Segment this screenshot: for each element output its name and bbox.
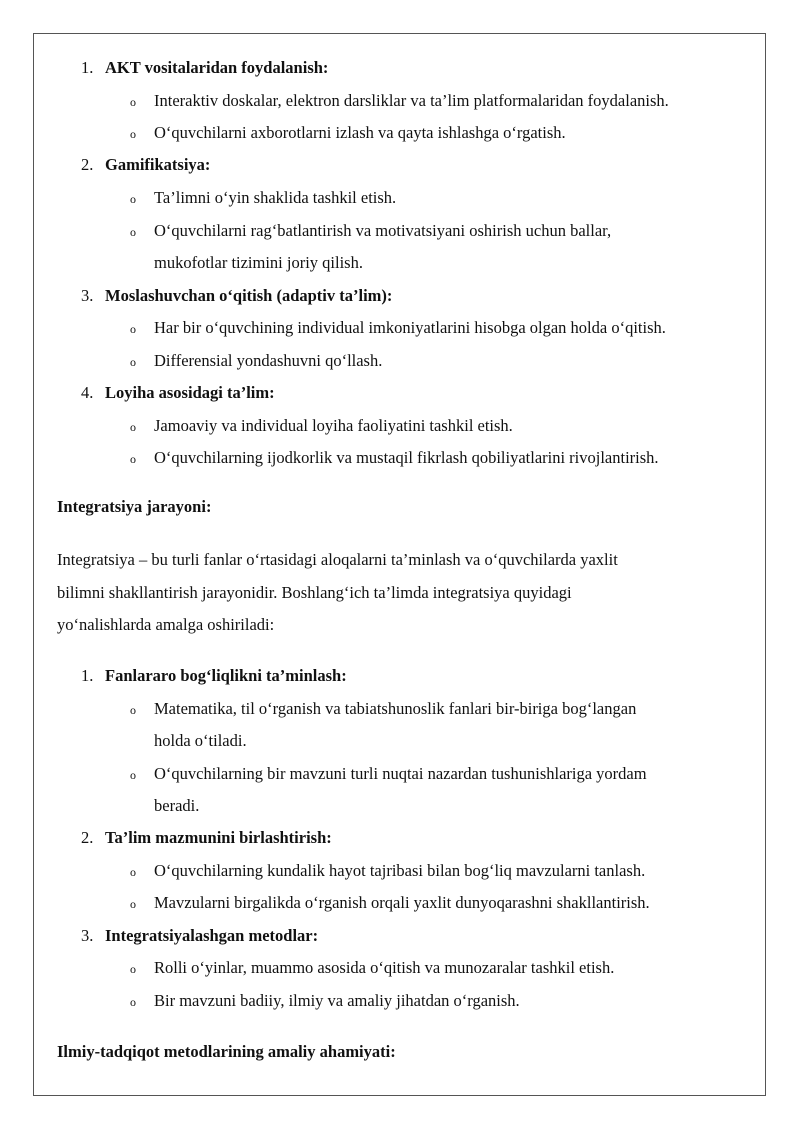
list-item-text: Matematika, til o‘rganish va tabiatshunoslik fanlari bir-biriga bog‘langan bbox=[154, 699, 637, 718]
bullet-marker: o bbox=[130, 897, 136, 911]
list-number: 4. bbox=[81, 383, 94, 402]
bullet-marker: o bbox=[130, 452, 136, 466]
paragraph-line: Integratsiya – bu turli fanlar o‘rtasidagi aloqalarni ta’minlash va o‘quvchilarda yaxlit bbox=[57, 550, 618, 569]
list-item-text: O‘quvchilarning bir mavzuni turli nuqtai nazardan tushunishlariga yordam bbox=[154, 764, 647, 783]
bullet-marker: o bbox=[130, 355, 136, 369]
bullet-marker: o bbox=[130, 127, 136, 141]
list-item-text: Differensial yondashuvni qo‘llash. bbox=[154, 351, 383, 370]
list-number: 3. bbox=[81, 286, 94, 305]
list-item-text: mukofotlar tizimini joriy qilish. bbox=[154, 253, 363, 272]
section-heading: Integratsiya jarayoni: bbox=[57, 497, 212, 516]
bullet-marker: o bbox=[130, 420, 136, 434]
bullet-marker: o bbox=[130, 322, 136, 336]
section-title: Fanlararo bog‘liqlikni ta’minlash: bbox=[105, 666, 347, 685]
list-number: 1. bbox=[81, 666, 94, 685]
bullet-marker: o bbox=[130, 225, 136, 239]
bullet-marker: o bbox=[130, 192, 136, 206]
list-number: 2. bbox=[81, 155, 94, 174]
list-item-text: Har bir o‘quvchining individual imkoniyatlarini hisobga olgan holda o‘qitish. bbox=[154, 318, 666, 337]
section-title: Gamifikatsiya: bbox=[105, 155, 211, 174]
list-item-text: holda o‘tiladi. bbox=[154, 731, 247, 750]
list-item-text: O‘quvchilarni rag‘batlantirish va motivatsiyani oshirish uchun ballar, bbox=[154, 221, 612, 240]
list-item-text: Mavzularni birgalikda o‘rganish orqali yaxlit dunyoqarashni shakllantirish. bbox=[154, 893, 650, 912]
section-title: Moslashuvchan o‘qitish (adaptiv ta’lim): bbox=[105, 286, 393, 305]
paragraph-line: bilimni shakllantirish jarayonidir. Boshlang‘ich ta’limda integratsiya quyidagi bbox=[57, 583, 572, 602]
section-title: Loyiha asosidagi ta’lim: bbox=[105, 383, 275, 402]
section-title: Ta’lim mazmunini birlashtirish: bbox=[105, 828, 332, 847]
list-item-text: Ta’limni o‘yin shaklida tashkil etish. bbox=[154, 188, 397, 207]
bullet-marker: o bbox=[130, 768, 136, 782]
bullet-marker: o bbox=[130, 865, 136, 879]
bullet-marker: o bbox=[130, 703, 136, 717]
bullet-marker: o bbox=[130, 95, 136, 109]
list-item-text: beradi. bbox=[154, 796, 200, 815]
list-item-text: Jamoaviy va individual loyiha faoliyatini tashkil etish. bbox=[154, 416, 513, 435]
section-heading: Ilmiy-tadqiqot metodlarining amaliy ahamiyati: bbox=[57, 1042, 396, 1061]
section-title: AKT vositalaridan foydalanish: bbox=[105, 58, 329, 77]
list-item-text: Rolli o‘yinlar, muammo asosida o‘qitish va munozaralar tashkil etish. bbox=[154, 958, 615, 977]
list-item-text: O‘quvchilarni axborotlarni izlash va qayta ishlashga o‘rgatish. bbox=[154, 123, 566, 142]
list-item-text: Interaktiv doskalar, elektron darsliklar va ta’lim platformalaridan foydalanish. bbox=[154, 91, 669, 110]
list-number: 3. bbox=[81, 926, 94, 945]
list-number: 1. bbox=[81, 58, 94, 77]
paragraph-line: yo‘nalishlarda amalga oshiriladi: bbox=[57, 615, 275, 634]
list-item-text: O‘quvchilarning kundalik hayot tajribasi bilan bog‘liq mavzularni tanlash. bbox=[154, 861, 646, 880]
section-title: Integratsiyalashgan metodlar: bbox=[105, 926, 319, 945]
list-number: 2. bbox=[81, 828, 94, 847]
list-item-text: Bir mavzuni badiiy, ilmiy va amaliy jihatdan o‘rganish. bbox=[154, 991, 520, 1010]
bullet-marker: o bbox=[130, 962, 136, 976]
bullet-marker: o bbox=[130, 995, 136, 1009]
list-item-text: O‘quvchilarning ijodkorlik va mustaqil fikrlash qobiliyatlarini rivojlantirish. bbox=[154, 448, 659, 467]
